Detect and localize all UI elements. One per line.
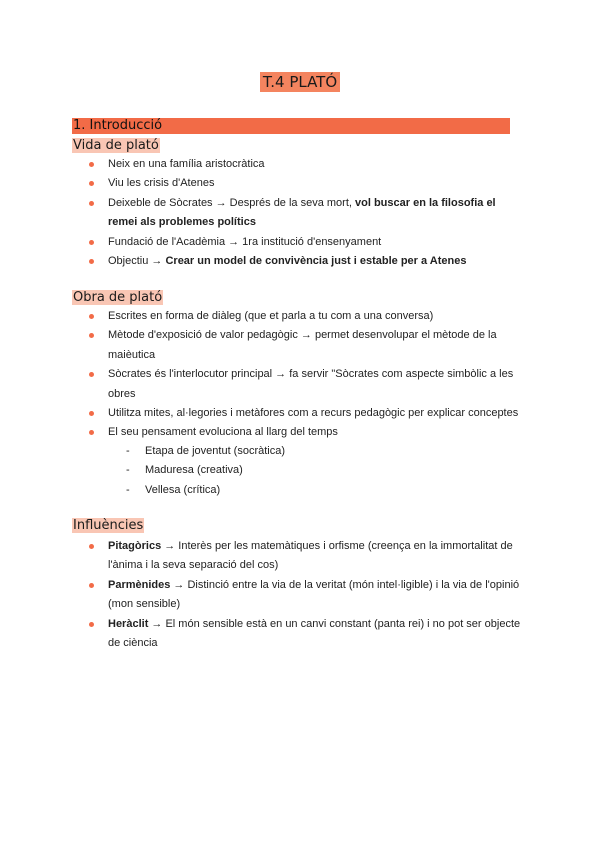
- sublist-item-text: Etapa de joventut (socràtica): [145, 445, 286, 457]
- list-item-text: Sòcrates és l'interlocutor principal → fa servir "Sòcrates com aspecte simbòlic a les obres: [108, 368, 514, 400]
- list-item-text: → El món sensible està en un canvi constant (panta rei) i no pot ser objecte de ciència: [108, 617, 521, 650]
- list-item-text: Utilitza mites, al·legories i metàfores com a recurs pedagògic per explicar conceptes: [108, 407, 519, 420]
- subheading-obra: [72, 290, 163, 306]
- list-item: [0, 155, 600, 174]
- list-item-bold-text: Pitagòrics: [108, 540, 162, 552]
- dash-icon: -: [126, 483, 130, 496]
- list-item: [0, 326, 600, 365]
- list-item: [0, 307, 600, 326]
- list-item: [0, 576, 600, 615]
- list-item-bold-text: Crear un model de convivència just i estable per a Atenes: [165, 255, 467, 268]
- subheading-vida-label: Vida de plató: [73, 138, 159, 153]
- list-item-text: Viu les crisis d'Atenes: [108, 177, 215, 190]
- subheading-influencies-label: Influències: [73, 518, 144, 533]
- page-title: T.4 PLATÓ: [260, 72, 340, 92]
- list-item-text: Deixeble de Sòcrates → Després de la seva mort,: [108, 196, 356, 209]
- bullet-icon: [89, 240, 94, 245]
- bullet-icon: [89, 622, 94, 627]
- list-item: [0, 174, 600, 193]
- obra-sublist: [0, 442, 600, 500]
- bullet-icon: [89, 181, 94, 186]
- bullet-icon: [89, 583, 94, 588]
- dash-icon: -: [126, 445, 130, 457]
- list-item-text: Objectiu →: [108, 255, 166, 268]
- subheading-vida: [72, 138, 160, 154]
- bullet-icon: [89, 411, 94, 416]
- subheading-obra-label: Obra de plató: [73, 290, 163, 305]
- sublist-item: [0, 481, 600, 500]
- list-item: [0, 615, 600, 654]
- bullet-icon: [89, 430, 94, 435]
- vida-list: [0, 155, 600, 271]
- list-item: [0, 537, 600, 576]
- subheading-influencies: [72, 518, 144, 534]
- list-item-bold-text: Heràclit: [108, 617, 149, 630]
- list-item: [0, 365, 600, 404]
- list-item: [0, 423, 600, 442]
- dash-icon: -: [126, 464, 130, 477]
- sublist-item-text: Maduresa (creativa): [145, 464, 243, 477]
- bullet-icon: [89, 201, 94, 206]
- bullet-icon: [89, 372, 94, 377]
- list-item-bold-text: vol buscar en la filosofia el remei als problemes polítics: [108, 196, 496, 229]
- list-item-text: Mètode d'exposició de valor pedagògic → permet desenvolupar el mètode de la maièutica: [108, 329, 497, 361]
- list-item-text: Escrites en forma de diàleg (que et parla a tu com a una conversa): [108, 310, 434, 322]
- bullet-icon: [89, 162, 94, 167]
- influencies-list: [0, 537, 600, 653]
- obra-list: [0, 307, 600, 443]
- sublist-item: [0, 442, 600, 461]
- list-item-text: El seu pensament evoluciona al llarg del temps: [108, 426, 338, 439]
- list-item-text: Neix en una família aristocràtica: [108, 158, 265, 170]
- section-heading-introduccio: 1. Introducció: [72, 118, 510, 134]
- list-item: [0, 252, 600, 271]
- bullet-icon: [89, 259, 94, 264]
- list-item: [0, 233, 600, 252]
- bullet-icon: [89, 314, 94, 319]
- bullet-icon: [89, 544, 94, 549]
- list-item-bold-text: Parmènides: [108, 578, 171, 591]
- list-item-text: → Distinció entre la via de la veritat (món intel·ligible) i la via de l'opinió (mon sensible): [108, 578, 520, 611]
- list-item: [0, 194, 600, 233]
- sublist-item-text: Vellesa (crítica): [145, 483, 221, 496]
- title-wrapper: [0, 72, 600, 92]
- sublist-item: [0, 461, 600, 480]
- bullet-icon: [89, 333, 94, 338]
- list-item-text: → Interès per les matemàtiques i orfisme (creença en la immortalitat de l'ànima i la seva separació del cos): [108, 540, 513, 572]
- list-item: [0, 404, 600, 423]
- list-item-text: Fundació de l'Acadèmia → 1ra institució d'ensenyament: [108, 235, 382, 248]
